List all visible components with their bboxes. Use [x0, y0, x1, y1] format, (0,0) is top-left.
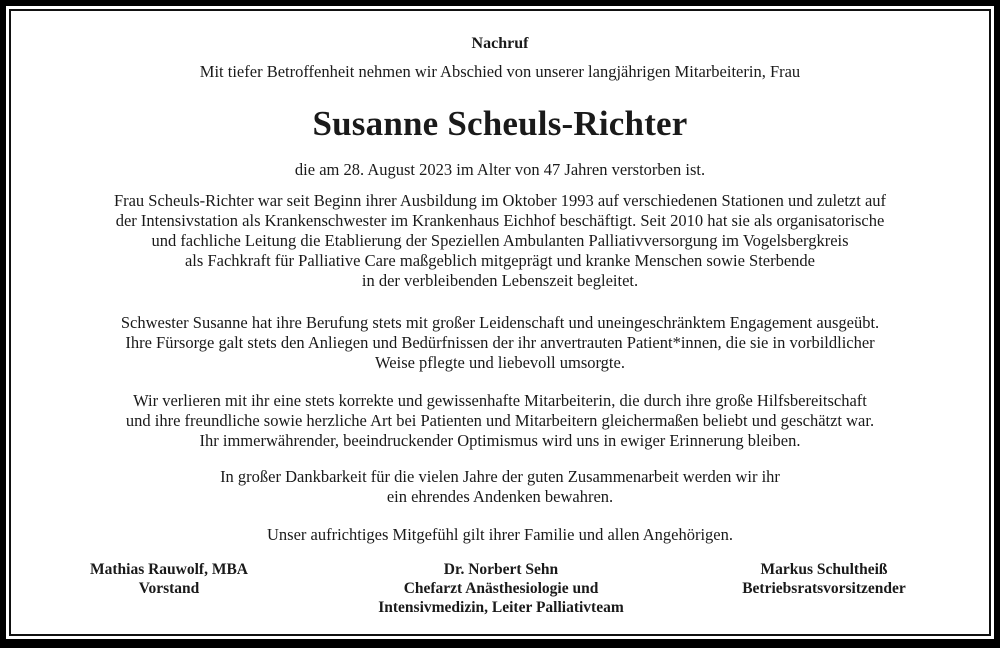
signatory-name: Dr. Norbert Sehn	[443, 561, 559, 578]
text-line: in der verbleibenden Lebenszeit begleitet.	[361, 271, 639, 290]
paragraph-career	[11, 191, 989, 291]
deceased-name: Susanne Scheuls-Richter	[312, 104, 688, 143]
paragraph-condolence	[11, 525, 989, 545]
intro-line: Mit tiefer Betroffenheit nehmen wir Abschied von unserer langjährigen Mitarbeiterin, Frau	[199, 62, 801, 81]
signatory-works-council	[704, 560, 944, 598]
text-line: Schwester Susanne hat ihre Berufung stets mit großer Leidenschaft und uneingeschränktem Engagement ausgeübt.	[120, 313, 880, 332]
signatures-row	[11, 560, 989, 630]
text-line: und fachliche Leitung die Etablierung der Speziellen Ambulanten Palliativversorgung im Vogelsbergkreis	[151, 231, 849, 250]
signatory-title: Vorstand	[138, 580, 200, 597]
signatory-name: Mathias Rauwolf, MBA	[89, 561, 248, 578]
text-line: Wir verlieren mit ihr eine stets korrekte und gewissenhafte Mitarbeiterin, die durch ihre große Hilfsbereitschaft	[133, 391, 867, 410]
signatory-name: Markus Schultheiß	[760, 561, 888, 578]
text-line: Ihr immerwährender, beeindruckender Optimismus wird uns in ewiger Erinnerung bleiben.	[199, 431, 801, 450]
signatory-board	[49, 560, 289, 598]
obituary-notice	[11, 11, 989, 634]
text-line: Ihre Fürsorge galt stets den Anliegen und Bedürfnissen der ihr anvertrauten Patient*innen, die sie in vorbildlicher	[125, 333, 875, 352]
text-line: ein ehrendes Andenken bewahren.	[386, 487, 614, 506]
paragraph-loss	[11, 391, 989, 451]
signatory-title: Intensivmedizin, Leiter Palliativteam	[378, 599, 624, 616]
text-line: In großer Dankbarkeit für die vielen Jahre der guten Zusammenarbeit werden wir ihr	[220, 467, 780, 486]
text-line: Frau Scheuls-Richter war seit Beginn ihrer Ausbildung im Oktober 1993 auf verschiedenen Stationen und zuletzt auf	[113, 191, 887, 210]
paragraph-vocation	[11, 313, 989, 373]
signatory-title: Betriebsratsvorsitzender	[742, 580, 906, 597]
death-date-line: die am 28. August 2023 im Alter von 47 Jahren verstorben ist.	[294, 160, 706, 179]
text-line: als Fachkraft für Palliative Care maßgeblich mitgeprägt und kranke Menschen sowie Sterbende	[184, 251, 815, 270]
text-line: Weise pflegte und liebevoll umsorgte.	[375, 353, 625, 372]
notice-heading: Nachruf	[471, 35, 529, 52]
text-line: und ihre freundliche sowie herzliche Art bei Patienten und Mitarbeitern gleichermaßen beliebt und geschätzt war.	[125, 411, 875, 430]
signatory-title: Chefarzt Anästhesiologie und	[403, 580, 599, 597]
text-line: der Intensivstation als Krankenschwester im Krankenhaus Eichhof beschäftigt. Seit 2010 hat sie als organisatorische	[115, 211, 885, 230]
signatory-chief-physician	[336, 560, 666, 617]
text-line: Unser aufrichtiges Mitgefühl gilt ihrer Familie und allen Angehörigen.	[266, 525, 733, 544]
paragraph-gratitude	[11, 467, 989, 507]
